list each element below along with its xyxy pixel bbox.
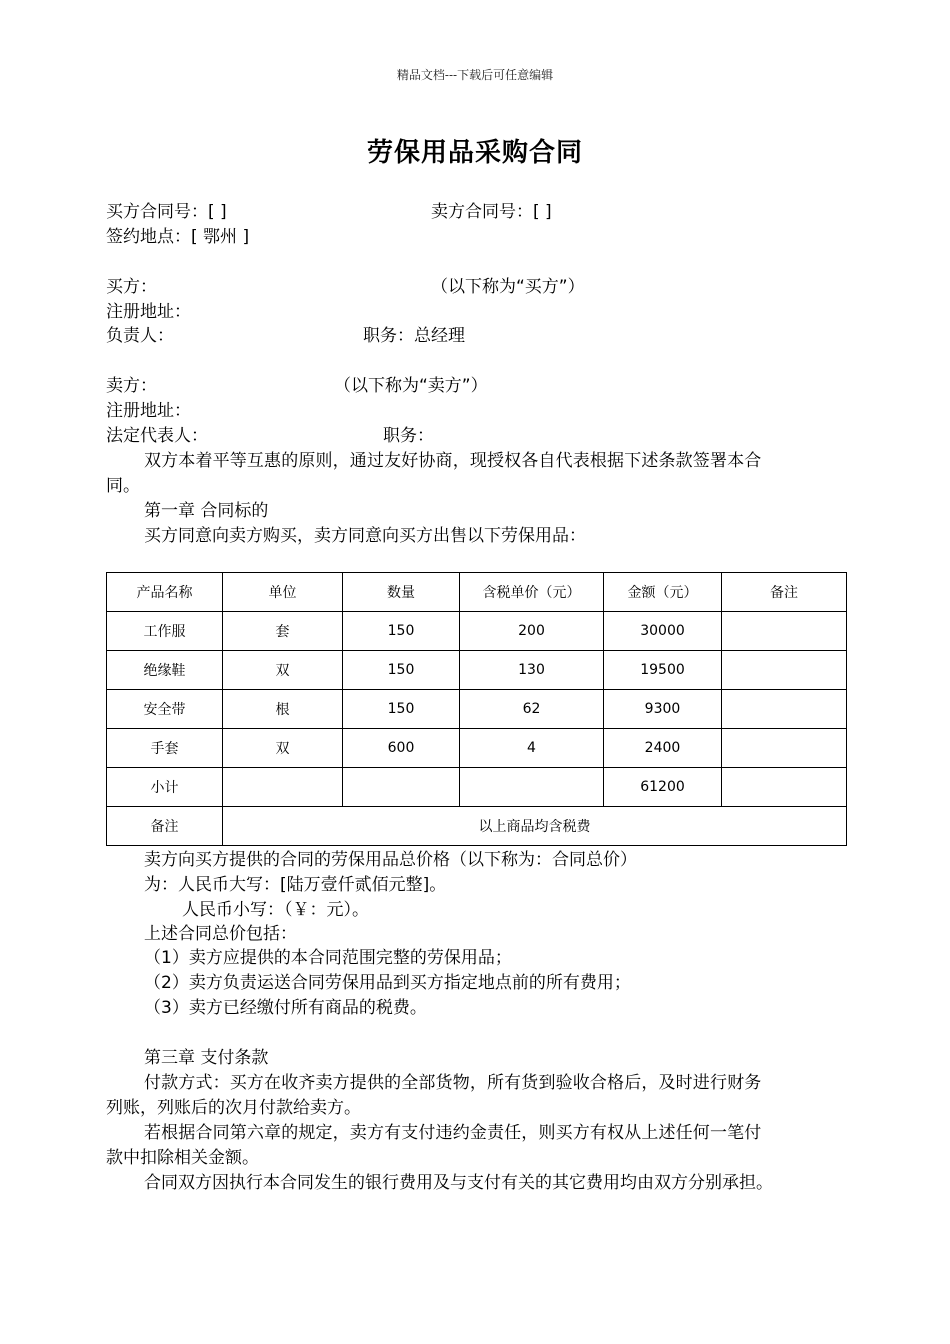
document-title: 劳保用品采购合同 (366, 138, 583, 168)
price-line-5: （1）卖方应提供的本合同范围完整的劳保用品； (144, 948, 512, 968)
table-cell: 4 (460, 729, 604, 768)
table-cell: 双 (223, 651, 343, 690)
table-cell (722, 612, 847, 651)
table-row (107, 651, 847, 690)
payment-line-1: 付款方式：买方在收齐卖方提供的全部货物，所有货到验收合格后，及时进行财务 (144, 1073, 762, 1093)
table-cell: 小计 (107, 768, 223, 807)
table-cell: 61200 (604, 768, 722, 807)
table-cell: 19500 (604, 651, 722, 690)
table-cell (722, 729, 847, 768)
table-cell: 150 (343, 612, 460, 651)
price-line-1: 卖方向买方提供的合同的劳保用品总价格（以下称为：合同总价） (144, 850, 637, 870)
table-row (107, 768, 847, 807)
table-cell: 手套 (107, 729, 223, 768)
table-cell: 62 (460, 690, 604, 729)
table-cell: 工作服 (107, 612, 223, 651)
table-cell: 130 (460, 651, 604, 690)
table-cell: 套 (223, 612, 343, 651)
intro-line-2: 同。 (106, 476, 140, 496)
table-cell: 绝缘鞋 (107, 651, 223, 690)
payment-line-5: 合同双方因执行本合同发生的银行费用及与支付有关的其它费用均由双方分别承担。 (144, 1173, 773, 1193)
header-cell: 产品名称 (107, 573, 223, 612)
payment-line-4: 款中扣除相关金额。 (106, 1148, 259, 1168)
chapter-3-heading: 第三章 支付条款 (144, 1048, 269, 1068)
table-cell: 2400 (604, 729, 722, 768)
note-value-cell: 以上商品均含税费 (223, 807, 847, 846)
signing-place: 签约地点：[ 鄂州 ] (106, 227, 250, 247)
table-cell (722, 768, 847, 807)
buyer-label: 买方： (106, 277, 157, 297)
seller-alias: （以下称为“卖方”） (334, 376, 488, 396)
buyer-alias: （以下称为“买方”） (431, 277, 585, 297)
table-cell: 双 (223, 729, 343, 768)
table-cell (460, 768, 604, 807)
price-line-7: （3）卖方已经缴付所有商品的税费。 (144, 998, 427, 1018)
table-note-row (107, 807, 847, 846)
table-row (107, 612, 847, 651)
price-line-4: 上述合同总价包括： (144, 924, 297, 944)
seller-position: 职务： (383, 426, 434, 446)
seller-label: 卖方： (106, 376, 157, 396)
products-table (106, 572, 847, 846)
table-row (107, 690, 847, 729)
buyer-position: 职务：总经理 (363, 326, 465, 346)
note-label-cell: 备注 (107, 807, 223, 846)
price-line-6: （2）卖方负责运送合同劳保用品到买方指定地点前的所有费用； (144, 973, 631, 993)
table-cell: 600 (343, 729, 460, 768)
buyer-address: 注册地址： (106, 302, 191, 322)
table-cell: 根 (223, 690, 343, 729)
seller-address: 注册地址： (106, 401, 191, 421)
table-cell: 150 (343, 651, 460, 690)
payment-line-2: 列账，列账后的次月付款给卖方。 (106, 1098, 361, 1118)
table-cell: 9300 (604, 690, 722, 729)
watermark-text: 精品文档---下载后可任意编辑 (396, 68, 554, 82)
header-cell: 金额（元） (604, 573, 722, 612)
table-cell (722, 690, 847, 729)
table-cell (343, 768, 460, 807)
chapter-1-heading: 第一章 合同标的 (144, 501, 269, 521)
table-cell: 200 (460, 612, 604, 651)
table-cell: 150 (343, 690, 460, 729)
header-cell: 含税单价（元） (460, 573, 604, 612)
header-cell: 单位 (223, 573, 343, 612)
table-cell: 安全带 (107, 690, 223, 729)
price-line-2: 为：人民币大写：[陆万壹仟贰佰元整]。 (144, 875, 447, 895)
buyer-contract-number: 买方合同号：[ ] (106, 202, 227, 222)
seller-contract-number: 卖方合同号：[ ] (431, 202, 552, 222)
header-cell: 数量 (343, 573, 460, 612)
purchase-sentence: 买方同意向卖方购买，卖方同意向买方出售以下劳保用品： (144, 526, 586, 546)
seller-person: 法定代表人： (106, 426, 208, 446)
table-cell (722, 651, 847, 690)
header-cell: 备注 (722, 573, 847, 612)
payment-line-3: 若根据合同第六章的规定，卖方有支付违约金责任，则买方有权从上述任何一笔付 (144, 1123, 762, 1143)
intro-line-1: 双方本着平等互惠的原则，通过友好协商，现授权各自代表根据下述条款签署本合 (144, 451, 762, 471)
table-cell: 30000 (604, 612, 722, 651)
table-row (107, 729, 847, 768)
table-header-row (107, 573, 847, 612)
price-line-3: 人民币小写：（￥：元）。 (182, 900, 369, 920)
table-cell (223, 768, 343, 807)
buyer-person: 负责人： (106, 326, 174, 346)
